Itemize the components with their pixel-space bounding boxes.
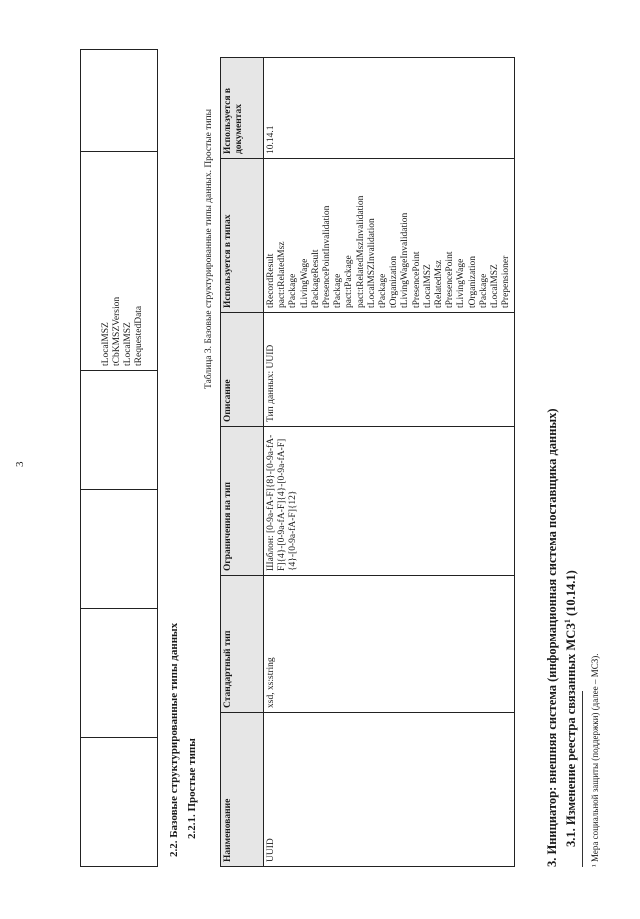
- type-item: tLivingWageInvalidation: [400, 212, 411, 308]
- section-3-heading: 3. Инициатор: внешняя система (информационная система поставщика данных): [545, 408, 559, 867]
- footnote-divider: [582, 691, 583, 867]
- cell-used-in-docs: 10.14.1: [264, 58, 515, 159]
- section-3-1-tail: (10.14.1): [564, 570, 579, 620]
- type-item: tOrganization: [389, 255, 400, 308]
- footnote-ref: 1: [563, 619, 572, 624]
- section-3-1-text: 3.1. Изменение реестра связанных МСЗ: [564, 623, 579, 847]
- table-header-row: [221, 58, 264, 867]
- type-item: pact:tPackage: [344, 255, 355, 308]
- header-standard-type: Стандартный тип: [221, 576, 264, 713]
- type-item: tPresencePointInvalidation: [322, 205, 333, 308]
- type-item: tPresencePoint: [445, 251, 456, 308]
- cell-name: UUID: [264, 713, 515, 867]
- type-item: tPackage: [288, 273, 299, 308]
- cell-description: Тип данных: UUID: [264, 313, 515, 427]
- header-used-in-types: Используется в типах: [221, 159, 264, 313]
- type-item: tPackage: [333, 273, 344, 308]
- type-item: tLocalMSZ: [422, 264, 433, 308]
- cell-restriction: Шаблон: [0-9a-fA-F]{8}-[0-9a-fA-F]{4}-[0-9a-fA-F]{4}-[0-9a-fA-F]{4}-[0-9a-fA-F]{12}: [264, 427, 515, 576]
- type-item: tCbKMSZVersion: [112, 296, 122, 366]
- continuation-types-cell: [81, 152, 158, 371]
- type-item: tPackageResult: [310, 249, 321, 308]
- type-item: tRecordResult: [266, 253, 276, 308]
- continuation-table: [80, 49, 158, 867]
- type-item: tOrganization: [467, 255, 478, 308]
- table-row: [264, 58, 515, 867]
- type-item: tPresencePoint: [411, 251, 422, 308]
- type-item: pact:tRelatedMszInvalidation: [355, 195, 366, 308]
- type-item: tRelatedMsz: [434, 259, 445, 308]
- section-2-2-heading: 2.2. Базовые структурированные типы данных: [168, 622, 180, 857]
- cell-used-in-types: [264, 159, 515, 313]
- section-3-1-heading: [563, 570, 579, 847]
- header-restriction: Ограничения на тип: [221, 427, 264, 576]
- type-item: tLivingWage: [299, 258, 310, 308]
- type-item: tLocalMSZInvalidation: [366, 218, 377, 308]
- simple-types-table: [220, 57, 515, 867]
- type-item: tLocalMSZ: [101, 322, 111, 366]
- section-2-2-1-heading: 2.2.1. Простые типы: [186, 738, 198, 839]
- type-item: tPackage: [378, 273, 389, 308]
- header-name: Наименование: [221, 713, 264, 867]
- header-used-in-docs: Используется в документах: [221, 58, 264, 159]
- cell-standard-type: xsd, xs:string: [264, 576, 515, 713]
- page-number: 3: [14, 461, 26, 467]
- type-item: pact:tRelatedMsz: [277, 241, 288, 308]
- table-caption: Таблица 3. Базовые структурированные типы данных. Простые типы: [204, 109, 214, 389]
- header-description: Описание: [221, 313, 264, 427]
- type-item: tLocalMSZ: [490, 264, 501, 308]
- type-item: tPrepensioner: [501, 255, 512, 308]
- type-item: tRequestedData: [134, 305, 144, 366]
- type-item: tLocalMSZ: [123, 322, 133, 366]
- type-item: tLivingWage: [456, 258, 467, 308]
- type-item: tPackage: [478, 273, 489, 308]
- footnote: ¹ Мера социальной защиты (поддержки) (далее – МСЗ).: [590, 653, 600, 867]
